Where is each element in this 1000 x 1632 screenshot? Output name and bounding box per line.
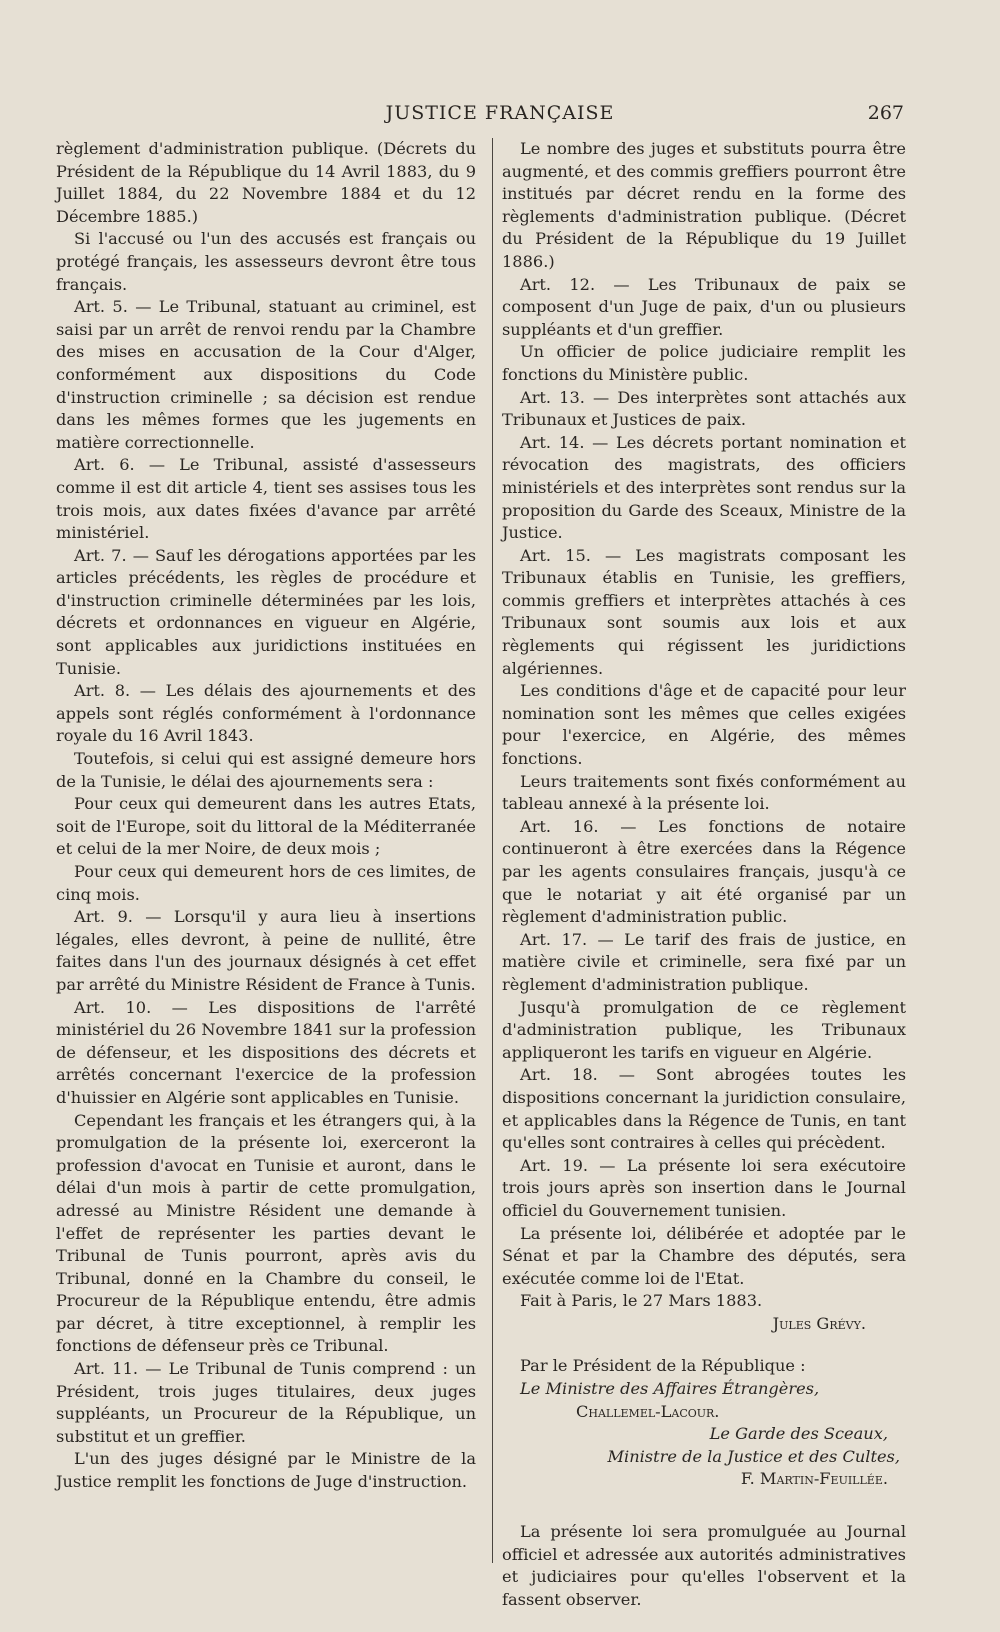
paragraph: Art. 7. — Sauf les dérogations apportées par les articles précédents, les règles de procédure et d'instruction criminelle déterminées par les lois, décrets et ordonnances en vigueur en Algérie, sont applicables aux juridictions instituées en Tunisie. xyxy=(56,545,476,678)
paragraph: Le nombre des juges et substituts pourra être augmenté, et des commis greffiers pourront être institués par décret rendu en la forme des règlements d'administration publique. (Décret du Président de la République du 19 Juillet 1886.) xyxy=(502,139,906,271)
paragraph: Art. 6. — Le Tribunal, assisté d'assesseurs comme il est dit article 4, tient ses assises tous les trois mois, aux dates fixées d'avance par arrêté ministériel. xyxy=(56,455,476,543)
paragraph: Art. 5. — Le Tribunal, statuant au criminel, est saisi par un arrêt de renvoi rendu par la Chambre des mises en accusation de la Cour d'Alger, conformément aux dispositions du Code d'instruction criminelle ; sa décision est rendue dans les mêmes formes que les jugements en matière correctionnelle. xyxy=(56,297,476,452)
garde-name: F. Martin-Feuillée. xyxy=(740,1469,888,1489)
paragraph: Art. 10. — Les dispositions de l'arrêté ministériel du 26 Novembre 1841 sur la profession de défenseur, et les dispositions des décrets et arrêtés concernant l'exercice de la profession d'huissier en Algérie sont applicables en Tunisie. xyxy=(56,997,476,1107)
paragraph: Pour ceux qui demeurent hors de ces limites, de cinq mois. xyxy=(56,862,476,904)
paragraph: Cependant les français et les étrangers qui, à la promulgation de la présente loi, exerceront la profession d'avocat en Tunisie et auront, dans le délai d'un mois à partir de cette promulgation, adressé au Ministre Résident une demande à l'effet de représenter les parties devant le Tribunal de Tunis pourront, après avis du Tribunal, donné en la Chambre du conseil, le Procureur de la République entendu, être admis par décret, à titre exceptionnel, à remplir les fonctions de défenseur près ce Tribunal. xyxy=(56,1110,476,1356)
paragraph: Pour ceux qui demeurent dans les autres Etats, soit de l'Europe, soit du littoral de la Méditerranée et celui de la mer Noire, de deux mois ; xyxy=(56,794,476,859)
paragraph: La présente loi, délibérée et adoptée par le Sénat et par la Chambre des députés, sera exécutée comme loi de l'Etat. xyxy=(502,1223,906,1288)
page-number: 267 xyxy=(867,102,904,124)
running-header xyxy=(0,100,1000,130)
paragraph: Art. 8. — Les délais des ajournements et des appels sont réglés conformément à l'ordonnance royale du 16 Avril 1843. xyxy=(56,681,476,746)
paragraph: Toutefois, si celui qui est assigné demeure hors de la Tunisie, le délai des ajournements sera : xyxy=(56,749,476,791)
paragraph: L'un des juges désigné par le Ministre de la Justice remplit les fonctions de Juge d'instruction. xyxy=(56,1449,476,1492)
paragraph: Art. 9. — Lorsqu'il y aura lieu à insertions légales, elles devront, à peine de nullité, être faites dans l'un des journaux désignés à cet effet par arrêté du Ministre Résident de France à Tunis. xyxy=(56,907,476,994)
paragraph: Art. 19. — La présente loi sera exécutoire trois jours après son insertion dans le Journal officiel du Gouvernement tunisien. xyxy=(502,1155,906,1220)
paragraph: Jusqu'à promulgation de ce règlement d'administration publique, les Tribunaux appliqueront les tarifs en vigueur en Algérie. xyxy=(502,997,906,1062)
garde-title: Le Garde des Sceaux, xyxy=(709,1424,888,1444)
signature-president: Jules Grévy. xyxy=(772,1313,866,1333)
paragraph: Leurs traitements sont fixés conformément au tableau annexé à la présente loi. xyxy=(502,771,906,814)
paragraph: Art. 11. — Le Tribunal de Tunis comprend : un Président, trois juges titulaires, deux juges suppléants, un Procureur de la République, un substitut et un greffier. xyxy=(56,1359,476,1446)
paragraph: Un officier de police judiciaire remplit les fonctions du Ministère public. xyxy=(502,342,906,384)
garde-subtitle: Ministre de la Justice et des Cultes, xyxy=(607,1446,900,1466)
minister-foreign-name: Challemel-Lacour. xyxy=(576,1401,720,1421)
paragraph: Art. 12. — Les Tribunaux de paix se composent d'un Juge de paix, d'un ou plusieurs suppléants et d'un greffier. xyxy=(502,274,906,339)
left-column xyxy=(56,138,476,1494)
paragraph: Art. 16. — Les fonctions de notaire continueront à être exercées dans la Régence par les agents consulaires français, jusqu'à ce que le notariat y ait été organisé par un règlement d'administration public. xyxy=(502,816,906,927)
paragraph: Les conditions d'âge et de capacité pour leur nomination sont les mêmes que celles exigées pour l'exercice, en Algérie, des mêmes fonctions. xyxy=(502,681,906,769)
paragraph: Art. 17. — Le tarif des frais de justice, en matière civile et criminelle, sera fixé par un règlement d'administration publique. xyxy=(502,929,906,994)
paragraph: Art. 13. — Des interprètes sont attachés aux Tribunaux et Justices de paix. xyxy=(502,387,906,430)
right-column xyxy=(502,138,906,1611)
paragraph: Si l'accusé ou l'un des accusés est français ou protégé français, les assesseurs devront être tous français. xyxy=(56,229,476,294)
paragraph: Art. 14. — Les décrets portant nomination et révocation des magistrats, des officiers ministériels et des interprètes sont rendus sur la proposition du Garde des Sceaux, Ministre de la Justice. xyxy=(502,432,906,543)
paragraph: Art. 15. — Les magistrats composant les Tribunaux établis en Tunisie, les greffiers, commis greffiers et interprètes attachés à ces Tribunaux sont soumis aux lois et aux règlements qui régissent les juridictions algériennes. xyxy=(502,545,906,678)
promulgation-paragraph: La présente loi sera promulguée au Journal officiel et adressée aux autorités administratives et judiciaires pour qu'elles l'observent et la fassent observer. xyxy=(502,1522,906,1609)
minister-foreign-title: Le Ministre des Affaires Étrangères, xyxy=(520,1379,820,1399)
column-divider xyxy=(492,138,493,1563)
paragraph: règlement d'administration publique. (Décrets du Président de la République du 14 Avril 1883, du 9 Juillet 1884, du 22 Novembre 1884 et du 12 Décembre 1885.) xyxy=(56,139,476,226)
by-president: Par le Président de la République : xyxy=(520,1356,806,1376)
running-title: JUSTICE FRANÇAISE xyxy=(385,102,615,124)
place-date: Fait à Paris, le 27 Mars 1883. xyxy=(520,1291,763,1311)
paragraph: Art. 18. — Sont abrogées toutes les dispositions concernant la juridiction consulaire, et applicables dans la Régence de Tunis, en tant qu'elles sont contraires à celles qui précèdent. xyxy=(502,1065,906,1153)
